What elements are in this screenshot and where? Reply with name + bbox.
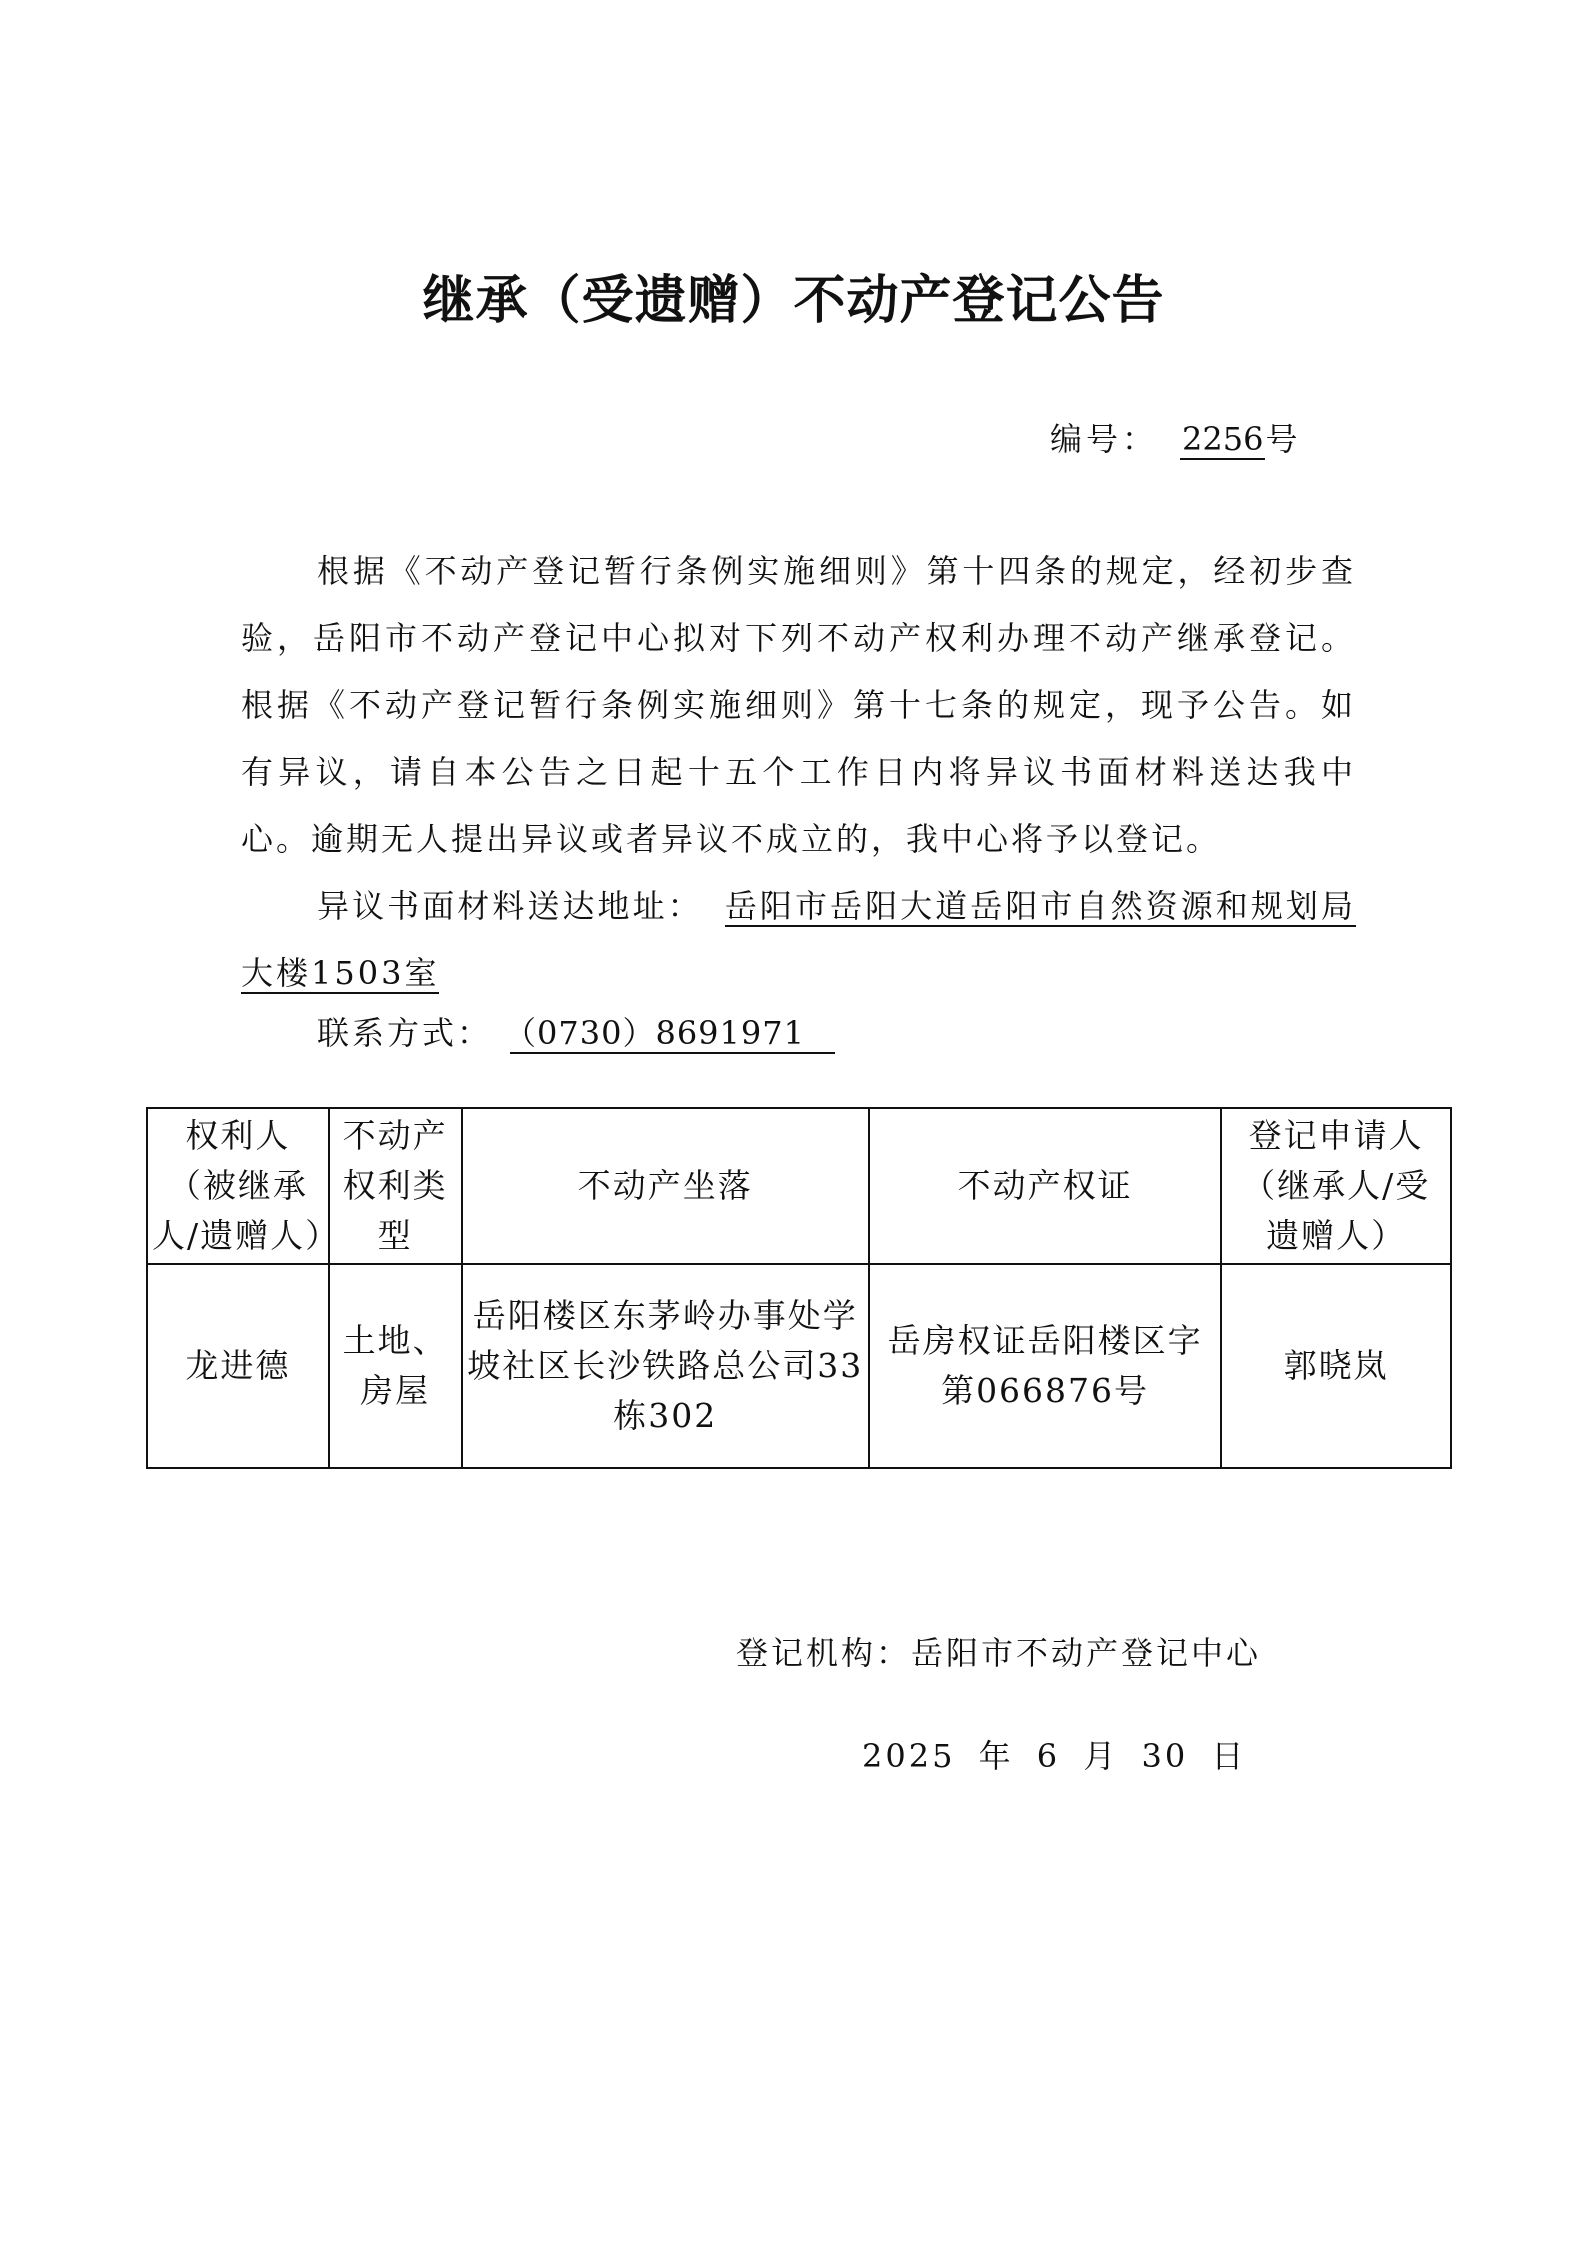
header-applicant: 登记申请人（继承人/受遗赠人） xyxy=(1221,1108,1451,1264)
property-table xyxy=(146,1107,1452,1469)
contact-label: 联系方式： xyxy=(317,1014,493,1052)
contact-line xyxy=(317,1008,835,1054)
page-title: 继承（受遗赠）不动产登记公告 xyxy=(422,271,1165,331)
cell-certificate: 岳房权证岳阳楼区字第066876号 xyxy=(869,1264,1222,1468)
cell-right-type: 土地、房屋 xyxy=(329,1264,462,1468)
registration-authority: 登记机构：岳阳市不动产登记中心 xyxy=(736,1634,1262,1672)
objection-address xyxy=(241,873,1356,1007)
serial-suffix: 号 xyxy=(1265,420,1302,458)
header-right-type: 不动产权利类型 xyxy=(329,1108,462,1264)
cell-applicant: 郭晓岚 xyxy=(1221,1264,1451,1468)
address-value: 岳阳市岳阳大道岳阳市自然资源和规划局大楼1503室 xyxy=(241,887,1356,992)
header-location: 不动产坐落 xyxy=(462,1108,869,1264)
address-label: 异议书面材料送达地址： xyxy=(317,887,703,925)
header-certificate: 不动产权证 xyxy=(869,1108,1222,1264)
cell-location: 岳阳楼区东茅岭办事处学坡社区长沙铁路总公司33栋302 xyxy=(462,1264,869,1468)
cell-holder: 龙进德 xyxy=(147,1264,329,1468)
contact-value: （0730）8691971 xyxy=(510,1014,835,1054)
serial-number-line xyxy=(1050,414,1301,460)
header-holder: 权利人（被继承人/遗赠人） xyxy=(147,1108,329,1264)
table-header-row xyxy=(147,1108,1451,1264)
notice-paragraph: 根据《不动产登记暂行条例实施细则》第十四条的规定，经初步查验，岳阳市不动产登记中心拟对下列不动产权利办理不动产继承登记。根据《不动产登记暂行条例实施细则》第十七条的规定，现予公告。如有异议，请自本公告之日起十五个工作日内将异议书面材料送达我中心。逾期无人提出异议或者异议不成立的，我中心将予以登记。 xyxy=(241,552,1356,858)
serial-label: 编号： xyxy=(1050,420,1159,458)
notice-date: 2025 年 6 月 30 日 xyxy=(862,1737,1247,1775)
table-row xyxy=(147,1264,1451,1468)
serial-number: 2256 xyxy=(1182,420,1264,458)
